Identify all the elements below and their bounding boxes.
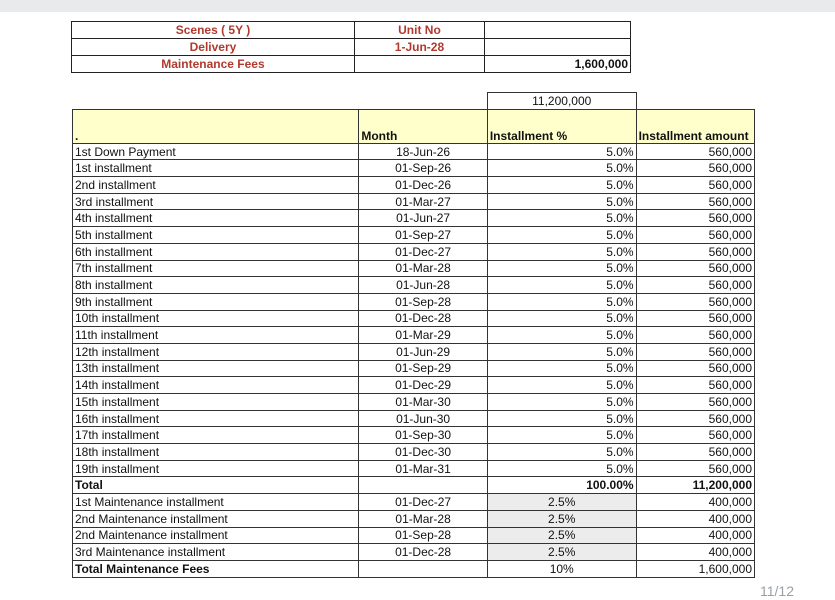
row-amount: 400,000 (636, 494, 754, 511)
installment-row (73, 193, 755, 210)
row-amount: 560,000 (636, 243, 754, 260)
row-name: 7th installment (73, 260, 359, 277)
header-label: Delivery (72, 39, 355, 56)
maintenance-rows (73, 494, 755, 561)
row-amount: 400,000 (636, 544, 754, 561)
row-name: 2nd Maintenance installment (73, 510, 359, 527)
row-pct: 5.0% (487, 193, 636, 210)
price-row (73, 93, 755, 110)
row-amount: 400,000 (636, 527, 754, 544)
row-name: 2nd Maintenance installment (73, 527, 359, 544)
maintenance-total-pct: 10% (487, 560, 636, 577)
header-label: Maintenance Fees (72, 56, 355, 73)
installment-row (73, 444, 755, 461)
row-amount: 560,000 (636, 260, 754, 277)
row-month: 01-Dec-30 (359, 444, 488, 461)
total-pct: 100.00% (487, 477, 636, 494)
row-amount: 560,000 (636, 427, 754, 444)
row-month: 01-Jun-27 (359, 210, 488, 227)
row-pct: 2.5% (487, 510, 636, 527)
row-month: 01-Sep-26 (359, 160, 488, 177)
row-month: 01-Dec-27 (359, 494, 488, 511)
installment-row (73, 227, 755, 244)
row-month: 18-Jun-26 (359, 143, 488, 160)
row-name: 19th installment (73, 460, 359, 477)
header-key: Unit No (354, 22, 484, 39)
row-month: 01-Mar-29 (359, 327, 488, 344)
total-row (73, 477, 755, 494)
row-amount: 560,000 (636, 160, 754, 177)
installment-row (73, 310, 755, 327)
row-amount: 560,000 (636, 193, 754, 210)
col-header-month: Month (359, 109, 488, 143)
header-row (72, 39, 631, 56)
row-amount: 560,000 (636, 460, 754, 477)
row-name: 15th installment (73, 394, 359, 411)
row-pct: 5.0% (487, 243, 636, 260)
row-name: 18th installment (73, 444, 359, 461)
row-pct: 5.0% (487, 327, 636, 344)
col-header-amount: Installment amount (636, 109, 754, 143)
row-pct: 5.0% (487, 227, 636, 244)
col-header-pct: Installment % (487, 109, 636, 143)
row-name: 13th installment (73, 360, 359, 377)
row-name: 5th installment (73, 227, 359, 244)
row-pct: 5.0% (487, 343, 636, 360)
maintenance-row (73, 527, 755, 544)
row-pct: 5.0% (487, 394, 636, 411)
row-name: 9th installment (73, 293, 359, 310)
row-amount: 560,000 (636, 277, 754, 294)
row-name: 3rd Maintenance installment (73, 544, 359, 561)
row-amount: 560,000 (636, 394, 754, 411)
row-amount: 560,000 (636, 327, 754, 344)
installment-row (73, 177, 755, 194)
header-value: 1,600,000 (485, 56, 631, 73)
row-pct: 2.5% (487, 494, 636, 511)
installment-row (73, 143, 755, 160)
row-month: 01-Jun-28 (359, 277, 488, 294)
row-name: 3rd installment (73, 193, 359, 210)
row-pct: 5.0% (487, 360, 636, 377)
row-month: 01-Dec-28 (359, 544, 488, 561)
maintenance-total-label: Total Maintenance Fees (73, 560, 359, 577)
row-amount: 560,000 (636, 177, 754, 194)
maintenance-total-amount: 1,600,000 (636, 560, 754, 577)
maintenance-row (73, 494, 755, 511)
row-pct: 5.0% (487, 427, 636, 444)
installment-row (73, 343, 755, 360)
row-amount: 560,000 (636, 310, 754, 327)
header-key (354, 56, 484, 73)
row-pct: 2.5% (487, 527, 636, 544)
installment-row (73, 243, 755, 260)
row-pct: 5.0% (487, 260, 636, 277)
installment-row (73, 160, 755, 177)
maintenance-total-month (359, 560, 488, 577)
row-month: 01-Mar-30 (359, 394, 488, 411)
row-amount: 560,000 (636, 293, 754, 310)
row-month: 01-Sep-30 (359, 427, 488, 444)
row-name: 14th installment (73, 377, 359, 394)
row-amount: 560,000 (636, 143, 754, 160)
maintenance-row (73, 544, 755, 561)
installment-rows (73, 143, 755, 477)
row-name: 16th installment (73, 410, 359, 427)
row-month: 01-Jun-29 (359, 343, 488, 360)
row-name: 12th installment (73, 343, 359, 360)
maintenance-total-row (73, 560, 755, 577)
installment-row (73, 210, 755, 227)
row-month: 01-Mar-28 (359, 260, 488, 277)
row-amount: 560,000 (636, 444, 754, 461)
row-amount: 560,000 (636, 227, 754, 244)
row-month: 01-Dec-26 (359, 177, 488, 194)
page-indicator: 11/12 (760, 583, 794, 599)
row-pct: 5.0% (487, 210, 636, 227)
row-name: 17th installment (73, 427, 359, 444)
installment-row (73, 260, 755, 277)
row-amount: 560,000 (636, 360, 754, 377)
installment-row (73, 427, 755, 444)
row-pct: 5.0% (487, 177, 636, 194)
row-name: 10th installment (73, 310, 359, 327)
installment-row (73, 460, 755, 477)
unit-header-table (71, 21, 631, 73)
row-month: 01-Sep-28 (359, 293, 488, 310)
column-header-row (73, 109, 755, 143)
row-pct: 5.0% (487, 160, 636, 177)
installment-row (73, 410, 755, 427)
row-pct: 5.0% (487, 143, 636, 160)
maintenance-row (73, 510, 755, 527)
row-month: 01-Mar-27 (359, 193, 488, 210)
row-pct: 5.0% (487, 410, 636, 427)
row-name: 11th installment (73, 327, 359, 344)
total-month (359, 477, 488, 494)
row-month: 01-Jun-30 (359, 410, 488, 427)
header-row (72, 22, 631, 39)
row-pct: 5.0% (487, 460, 636, 477)
row-amount: 400,000 (636, 510, 754, 527)
row-name: 8th installment (73, 277, 359, 294)
row-name: 1st Down Payment (73, 143, 359, 160)
installment-row (73, 360, 755, 377)
row-pct: 5.0% (487, 444, 636, 461)
total-amount: 11,200,000 (636, 477, 754, 494)
total-label: Total (73, 477, 359, 494)
row-pct: 5.0% (487, 310, 636, 327)
row-pct: 5.0% (487, 277, 636, 294)
row-amount: 560,000 (636, 210, 754, 227)
header-value (485, 39, 631, 56)
header-label: Scenes ( 5Y ) (72, 22, 355, 39)
row-month: 01-Mar-31 (359, 460, 488, 477)
top-bar (0, 0, 835, 12)
installment-row (73, 293, 755, 310)
row-name: 6th installment (73, 243, 359, 260)
header-key: 1-Jun-28 (354, 39, 484, 56)
installment-row (73, 377, 755, 394)
installment-row (73, 277, 755, 294)
header-value (485, 22, 631, 39)
installment-row (73, 327, 755, 344)
row-name: 1st installment (73, 160, 359, 177)
row-month: 01-Sep-28 (359, 527, 488, 544)
header-row (72, 56, 631, 73)
col-header-dot: . (73, 109, 359, 143)
row-amount: 560,000 (636, 377, 754, 394)
row-amount: 560,000 (636, 410, 754, 427)
row-name: 1st Maintenance installment (73, 494, 359, 511)
row-amount: 560,000 (636, 343, 754, 360)
row-pct: 5.0% (487, 377, 636, 394)
row-month: 01-Mar-28 (359, 510, 488, 527)
installment-table (72, 92, 755, 578)
row-month: 01-Dec-29 (359, 377, 488, 394)
row-month: 01-Sep-29 (359, 360, 488, 377)
installment-row (73, 394, 755, 411)
row-name: 2nd installment (73, 177, 359, 194)
row-name: 4th installment (73, 210, 359, 227)
unit-price: 11,200,000 (487, 93, 636, 110)
row-pct: 5.0% (487, 293, 636, 310)
row-month: 01-Dec-27 (359, 243, 488, 260)
row-pct: 2.5% (487, 544, 636, 561)
row-month: 01-Sep-27 (359, 227, 488, 244)
row-month: 01-Dec-28 (359, 310, 488, 327)
